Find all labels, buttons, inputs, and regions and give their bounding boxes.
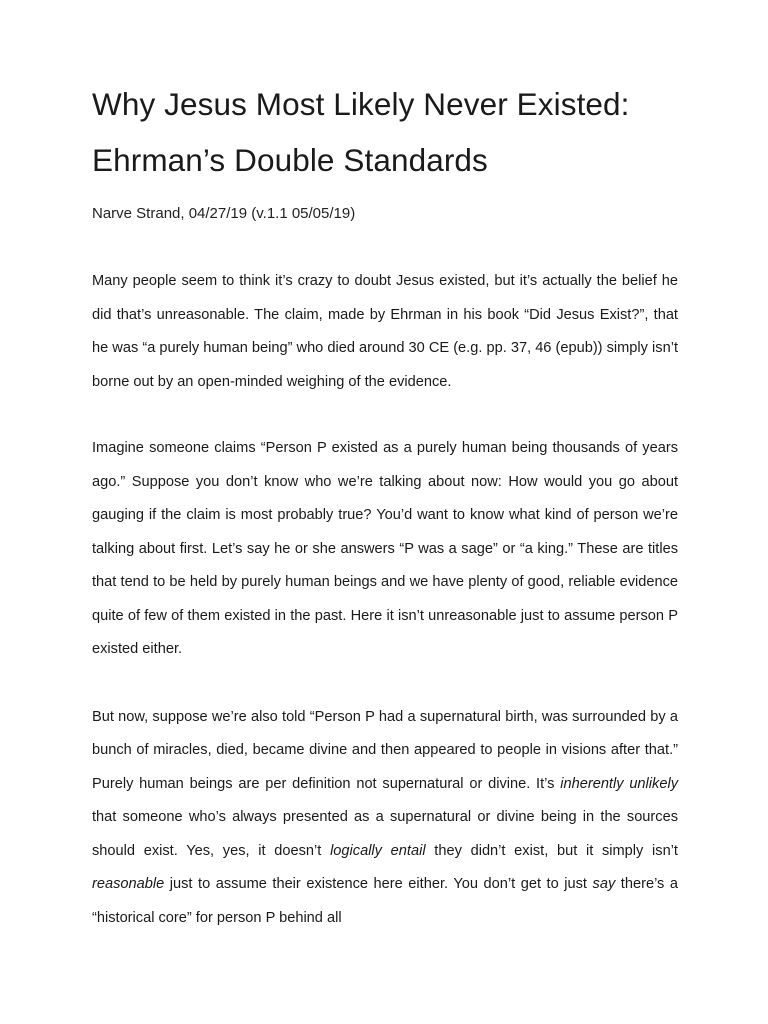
emphasis-text: inherently unlikely [560, 775, 678, 792]
paragraph-text: that someone who’s always presented as a supernatural or divine being in the sources should exist. Yes, yes, it doesn’t [92, 809, 678, 859]
paragraph-1 [92, 265, 678, 399]
paragraph-3 [92, 701, 678, 936]
paragraph-text: Imagine someone claims “Person P existed as a purely human being thousands of years ago.” Suppose you don’t know who we’re talking about now: How would you go about gauging if the claim is most probably true? You’d want to know what kind of person we’re talking about first. Let’s say he or she answers “P was a sage” or “a king.” These are titles that tend to be held by purely human beings and we have plenty of good, reliable evidence quite of few of them existed in the past. Here it isn’t unreasonable just to assume person P existed either. [92, 440, 678, 657]
paragraph-text: just to assume their existence here either. You don’t get to just [164, 876, 593, 892]
paragraph-2 [92, 432, 678, 667]
paragraph-text: they didn’t exist, but it simply isn’t [425, 842, 678, 859]
emphasis-text: reasonable [92, 876, 165, 892]
document-title: Why Jesus Most Likely Never Existed: Ehrman’s Double Standards [92, 86, 630, 178]
paragraph-text: But now, suppose we’re also told “Person P had a supernatural birth, was surrounded by a bunch of miracles, died, became divine and then appeared to people in visions after that.” Purely human beings are per definition not supernatural or divine. It’s [92, 708, 678, 792]
paragraph-text: Many people seem to think it’s crazy to doubt Jesus existed, but it’s actually the belief he did that’s unreasonable. The claim, made by Ehrman in his book “Did Jesus Exist?”, that he was “a purely human being” who died around 30 CE (e.g. pp. 37, 46 (epub)) simply isn’t borne out by an open-minded weighing of the evidence. [92, 273, 678, 390]
emphasis-text: say [592, 876, 616, 892]
emphasis-text: logically entail [330, 842, 426, 859]
paragraph-text: there’s a “historical core” for person P behind all [92, 876, 679, 926]
author-byline: Narve Strand, 04/27/19 (v.1.1 05/05/19) [92, 205, 356, 222]
